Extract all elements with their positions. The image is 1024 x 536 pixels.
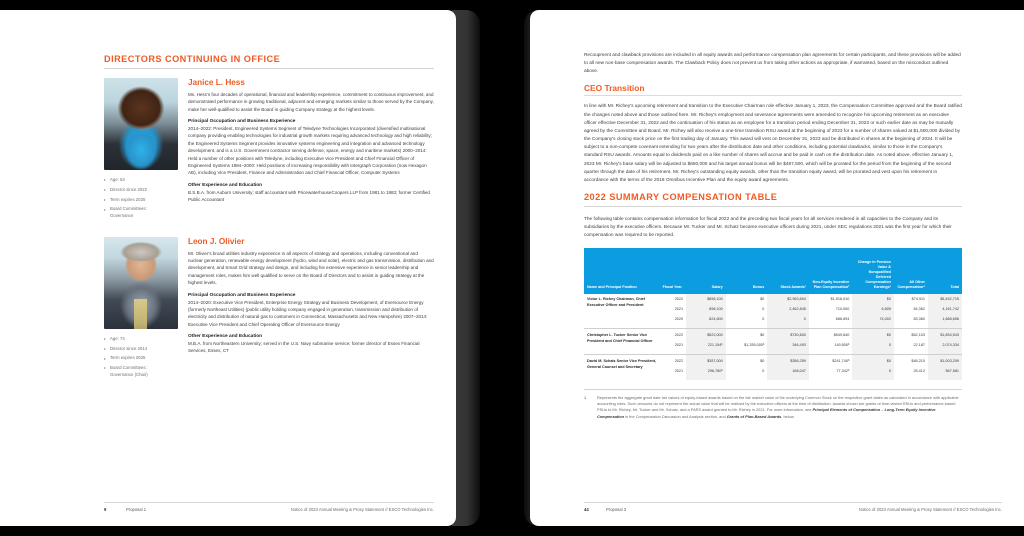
cell-salary: 898,100	[686, 305, 726, 315]
cell-fiscal-year: 2022	[660, 354, 686, 367]
cell-non-equity: 149,500ᵇ	[809, 341, 852, 354]
committee-value: Governance (Chair)	[110, 371, 148, 377]
cell-stock-awards: $730,600	[767, 328, 809, 341]
cell-total: 4,161,742	[928, 305, 962, 315]
column-header-non-equity: Non-Equity Incentive Plan Compensation²	[809, 248, 852, 294]
footnote-text	[597, 395, 962, 420]
footer-note: Notice of 2023 Annual Meeting & Proxy Statement // ESCO Technologies Inc.	[290, 507, 434, 512]
cell-pension-change: $0	[852, 328, 894, 341]
cell-all-other: 84,362	[894, 305, 928, 315]
occupation-text: 2014–2020: Executive Vice President, Enterprise Energy Strategy and Business Development, of Eversource Energy (formerly Northeast Utilities) (public utility holding company engaged in generation, transmission and distribution of electricity and distribution of natural gas to customers in Connecticut, Massachusetts and New Hampshire) 2007–2014: Executive Vice President and Chief Operating Officer of Eversource Energy	[188, 299, 428, 327]
committee-label: Board Committees:	[110, 206, 147, 212]
cell-total: 2,074,334	[928, 341, 962, 354]
page-number: 9	[104, 507, 107, 512]
footer-proposal-label: Proposal 1	[126, 507, 147, 512]
column-header-all-other: All Other Compensation⁴	[894, 248, 928, 294]
director-photo	[104, 237, 178, 329]
director-summary: Ms. Hess's four decades of operational, financial and leadership experience, commitment to continuous improvement, and demonstrated performance in growing traditional, adjacent and emerging markets similar to those served by the Company, make her well-qualified to assist the Board in guiding Company strategy at the highest levels.	[188, 92, 434, 112]
table-body	[584, 294, 962, 380]
cell-bonus: $0	[726, 354, 768, 367]
cell-salary: 296,780ᵇ	[686, 367, 726, 380]
section-divider	[584, 95, 962, 96]
cell-pension-change: 0	[852, 341, 894, 354]
column-header-bonus: Bonus	[726, 248, 768, 294]
cell-bonus: 0	[726, 305, 768, 315]
director-bio	[188, 237, 434, 382]
page-footer	[104, 507, 434, 512]
heading-summary-comp-table: 2022 SUMMARY COMPENSATION TABLE	[584, 192, 778, 203]
clawback-paragraph: Recoupment and clawback provisions are included in all equity awards and performance compensation plan agreements for certain participants, and these provisions will be added to all new non-base compensation awards. The Clawback Policy does not prevent us from taking other actions as appropriate, if warranted, based on the misconduct outlined above.	[584, 53, 961, 75]
cell-salary: $898,100	[686, 294, 726, 305]
section-heading-directors: DIRECTORS CONTINUING IN OFFICE	[104, 54, 281, 64]
cell-bonus: $0	[726, 328, 768, 341]
cell-stock-awards: $2,963,694	[767, 294, 809, 305]
cell-all-other: 22,187	[894, 341, 928, 354]
cell-pension-change: $0	[852, 294, 894, 305]
other-experience-label: Other Experience and Education	[188, 333, 263, 339]
left-page	[0, 10, 456, 526]
cell-fiscal-year: 2020	[660, 315, 686, 328]
heading-ceo-transition: CEO Transition	[584, 83, 645, 94]
column-header-fiscal-year: Fiscal Year	[660, 248, 686, 294]
cell-total: $1,003,209	[928, 354, 962, 367]
page-spine-left	[452, 10, 480, 526]
list-item: Age: 74	[104, 336, 178, 342]
cell-fiscal-year: 2021	[660, 305, 686, 315]
cell-non-equity: 77,342ᵇ	[809, 367, 852, 380]
cell-stock-awards: 2,462,845	[767, 305, 809, 315]
director-profile	[104, 78, 434, 223]
cell-officer-name: Christopher L. Tucker Senior Vice President and Chief Financial Officer	[584, 328, 660, 354]
table-row	[584, 294, 962, 305]
committee-value: Governance	[110, 212, 134, 218]
cell-bonus: $1,335,000ᵇ	[726, 341, 768, 354]
cell-fiscal-year: 2022	[660, 294, 686, 305]
director-profile	[104, 237, 434, 382]
other-experience-text: B.S.B.A. from Auburn University; staff accountant with PricewaterhouseCoopers LLP from 1981 to 1983; former Certified Public Accountant	[188, 189, 430, 202]
director-sidebar	[104, 237, 178, 382]
table-footnote	[584, 395, 962, 420]
committee-label: Board Committees:	[110, 365, 147, 371]
footnote-text-part2: in the Compensation Discussion and Analysis section, and	[624, 413, 727, 419]
cell-total: $5,452,715	[928, 294, 962, 305]
section-divider	[104, 68, 434, 69]
right-page-content	[584, 52, 962, 420]
cell-salary: 221,154ᵇ	[686, 341, 726, 354]
other-experience-label: Other Experience and Education	[188, 182, 263, 188]
cell-fiscal-year: 2021	[660, 367, 686, 380]
footer-divider	[584, 502, 1002, 503]
cell-salary: 824,600	[686, 315, 726, 328]
director-summary: Mr. Olivier's broad utilities industry experience in all aspects of strategy and operations, including conventional and nuclear generation, renewable energy development (hydro, wind and solar), electric and gas transmission, distribution and development, and Smart Grid strategy and design, and including his extensive experience in senior leadership and management roles, makes him well qualified to serve on the Board of Directors and to assist in guiding strategy at the highest levels.	[188, 250, 434, 286]
table-row	[584, 328, 962, 341]
list-item	[104, 365, 178, 378]
cell-total: 1,668,656	[928, 315, 962, 328]
footnote-text-part3: , below.	[781, 413, 795, 419]
cell-salary: $357,000	[686, 354, 726, 367]
director-sidebar	[104, 78, 178, 223]
list-item: Director since 2014	[104, 346, 178, 352]
cell-salary: $522,000	[686, 328, 726, 341]
list-item: Term expires 2025	[104, 355, 178, 361]
column-header-salary: Salary	[686, 248, 726, 294]
cell-officer-name: Victor L. Richey Chairman, Chief Executive Officer and President	[584, 294, 660, 329]
cell-non-equity: $549,840	[809, 328, 852, 341]
occupation-text: 2014–2022: President, Engineered Systems Segment of Teledyne Technologies Incorporated (diversified multinational company providing enabling technologies for industrial growth markets requiring advanced technology and high reliability; the Engineered Systems Segment provides innovative systems engineering and integration and advanced technology development, and is a U.S. Government contractor serving defense, space, energy and maritime markets) 2000–2014: Held a number of other positions with Teledyne, including Executive Vice President and Chief Financial Officer of Engineered Systems 1984–2000: Held positions of increasing responsibility with Intergraph Corporation (now Hexagon AB), including Vice President, Finance and Administration and Chief Financial Officer, Computer Systems	[188, 126, 432, 176]
list-item: Term expires 2025	[104, 197, 178, 203]
cell-all-other: $74,911	[894, 294, 928, 305]
cell-bonus: 0	[726, 367, 768, 380]
footnote-text-part1: Represents the aggregate grant date fair values of equity-based awards based on the fair market value of the underlying Common Stock on the respective grant dates as calculated in accordance with applicable accounting rules. Such amounts do not represent the actual value that will be realized by the executive officers at the time of distribution. Awards shown are grants of time-vested RSUs and performance-based PSUs to Mr. Richey, Mr. Tucker and Mr. Schatz, and a PARS award granted to Mr. Richey in 2021. For more information, see	[597, 394, 959, 413]
footer-proposal-label: Proposal 3	[606, 507, 627, 512]
director-photo	[104, 78, 178, 170]
cell-stock-awards: 168,047	[767, 367, 809, 380]
ceo-transition-paragraph: In line with Mr. Richey's upcoming retirement and transition to the Executive Chairman role effective January 1, 2023, the Compensation Committee approved and the Board ratified the changes noted above and those outlined here. Mr. Richey's employment and severance agreements were amended to recognize his upcoming retirement as an executive officer effective December 31, 2022 and the continuation of his status as an employee for a transition period ending December 31, 2023 or such earlier date as may be mutually agreed by the Committee and Board. Mr. Richey will also receive a one-time transition RSU award at the beginning of 2023 for a number of shares valued at $1,500,000 divided by the Company's closing stock price on the first trading day of January. This award will vest on December 31, 2023 and be distributed in shares at the beginning of 2024. It will be subject to a non-compete covenant extending for two years after the distribution date and other conditions, including potential clawbacks, similar to those in the Company's standard RSU awards. Amounts equal to dividends paid on a like number of shares will accrue and be paid in cash on the distribution date. As noted above, effective January 1, 2023 Mr. Richey's base salary will be adjusted to $650,000 and his target annual bonus will be $487,500, which will be prorated for the period from the beginning of the second quarter through the date of his retirement. Mr. Richey's outstanding equity awards, other than the transition equity award, will be prorated and vest upon his retirement in accordance with the terms of the 2018 Omnibus Incentive Plan and the equity award agreements.	[584, 104, 962, 183]
list-item: Age: 63	[104, 177, 178, 183]
table-row	[584, 354, 962, 367]
cell-all-other: $48,210	[894, 354, 928, 367]
director-bio	[188, 78, 434, 223]
footer-divider	[104, 502, 434, 503]
footnote-number: 1	[584, 394, 587, 400]
cell-all-other: $52,103	[894, 328, 928, 341]
column-header-name: Name and Principal Position	[584, 248, 660, 294]
director-name: Leon J. Olivier	[188, 236, 245, 246]
cell-fiscal-year: 2021	[660, 341, 686, 354]
cell-non-equity: $241,740ᵇ	[809, 354, 852, 367]
column-header-total: Total	[928, 248, 962, 294]
comp-table-intro: The following table contains compensation information for fiscal 2022 and the preceding two fiscal years for all services rendered in all capacities to the Company and its subsidiaries by the executive officers. Because Mr. Tucker and Mr. Schatz became executive officers during 2021, under SEC regulations 2021 was the first year for which their compensation was required to be reported.	[584, 217, 952, 239]
section-divider	[584, 206, 962, 207]
cell-stock-awards: 346,493	[767, 341, 809, 354]
director-facts-list	[104, 336, 178, 378]
cell-bonus: 0	[726, 315, 768, 328]
footer-note: Notice of 2023 Annual Meeting & Proxy Statement // ESCO Technologies Inc.	[858, 507, 1002, 512]
cell-stock-awards: 0	[767, 315, 809, 328]
director-name: Janice L. Hess	[188, 78, 245, 87]
list-item	[104, 206, 178, 219]
cell-all-other: 83,360	[894, 315, 928, 328]
page-number: 44	[584, 507, 589, 512]
page-footer	[584, 507, 1002, 512]
cell-total: 567,581	[928, 367, 962, 380]
cell-pension-change: 74,002	[852, 315, 894, 328]
occupation-label: Principal Occupation and Business Experience	[188, 119, 296, 125]
cell-pension-change: 0	[852, 367, 894, 380]
cell-non-equity: 686,694	[809, 315, 852, 328]
summary-compensation-table	[584, 248, 962, 380]
footnote-emphasis-2: Grants of Plan-Based Awards	[726, 413, 782, 419]
cell-non-equity: $1,516,010	[809, 294, 852, 305]
cell-bonus: $0	[726, 294, 768, 305]
cell-total: $1,854,543	[928, 328, 962, 341]
director-facts-list	[104, 177, 178, 219]
cell-officer-name: David M. Schatz Senior Vice President, General Counsel and Secretary	[584, 354, 660, 380]
cell-stock-awards: $356,259	[767, 354, 809, 367]
column-header-pension-change: Change in Pension Value & Nonqualified Deferred Compensation Earnings³	[852, 248, 894, 294]
other-experience-text: M.B.A. from Northeastern University; served in the U.S. Navy submarine service; former director of Essex Financial Services, Essex, CT	[188, 340, 420, 354]
table-header	[584, 248, 962, 294]
right-page	[530, 10, 1024, 526]
cell-all-other: 25,412	[894, 367, 928, 380]
cell-pension-change: 6,805	[852, 305, 894, 315]
column-header-stock-awards: Stock Awards¹	[767, 248, 809, 294]
occupation-label: Principal Occupation and Business Experience	[188, 292, 296, 298]
footnote-emphasis-1: Principal Elements of Compensation – Long-Term Equity Incentive Compensation	[597, 407, 936, 419]
cell-fiscal-year: 2022	[660, 328, 686, 341]
cell-non-equity: 710,000	[809, 305, 852, 315]
footnote-divider	[584, 389, 962, 390]
list-item: Director since 2022	[104, 187, 178, 193]
cell-pension-change: $0	[852, 354, 894, 367]
left-page-content	[104, 54, 434, 396]
